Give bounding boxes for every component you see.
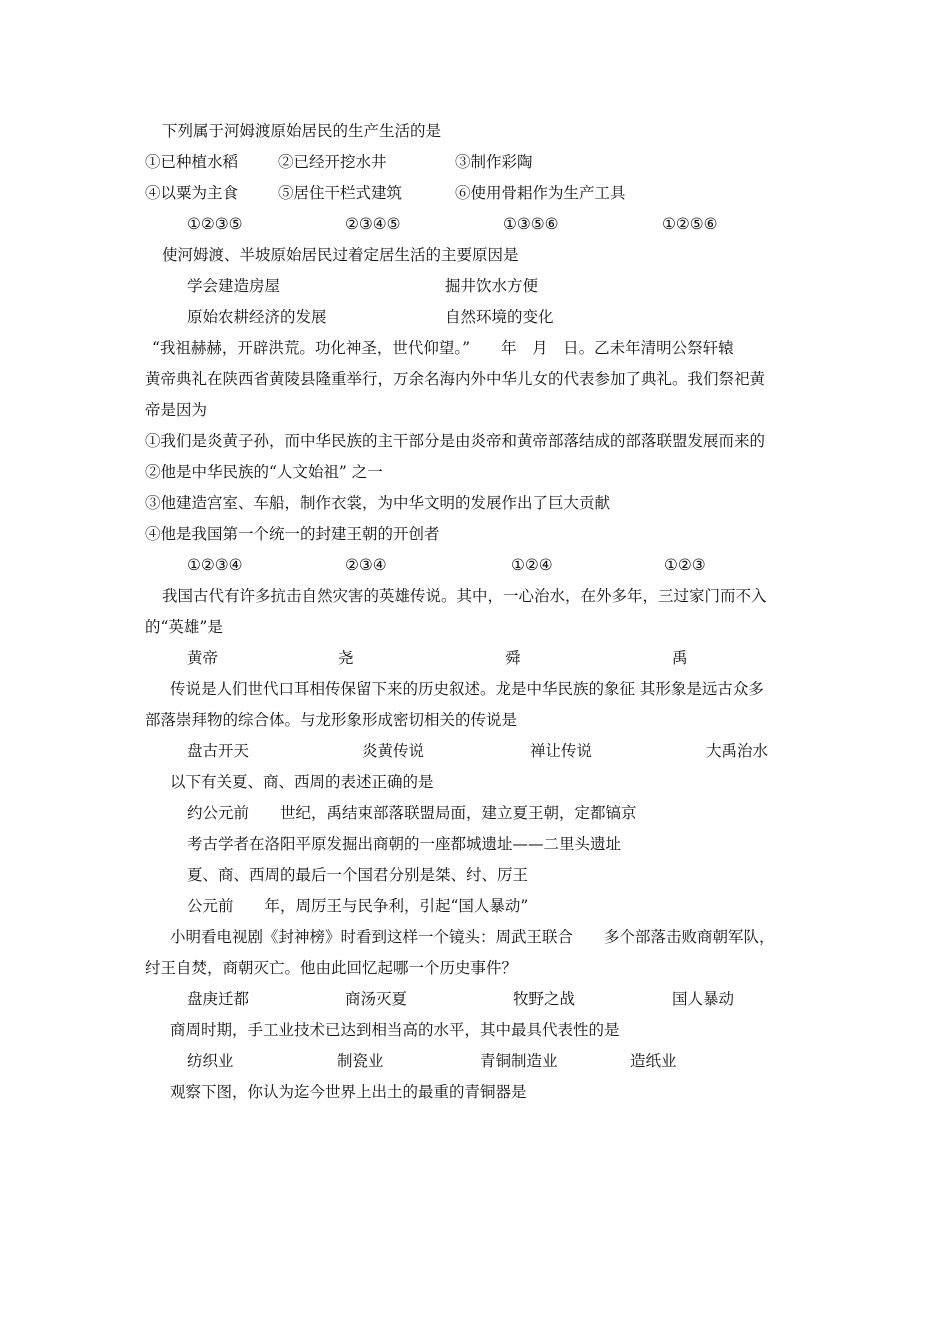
q6-option-b[interactable]: 考古学者在洛阳平原发掘出商朝的一座都城遗址——二里头遗址 <box>187 835 622 853</box>
q5-option-b[interactable]: 炎黄传说 <box>362 742 425 760</box>
question-8-stem: 商周时期，手工业技术已达到相当高的水平，其中最具代表性的是 <box>170 1021 620 1039</box>
q6-option-c[interactable]: 夏、商、西周的最后一个国君分别是桀、纣、厉王 <box>187 866 529 884</box>
q3-item-1: ①我们是炎黄子孙，而中华民族的主干部分是由炎帝和黄帝部落结成的部落联盟发展而来的 <box>145 432 766 450</box>
q7-option-c[interactable]: 牧野之战 <box>513 990 576 1008</box>
q8-option-b[interactable]: 制瓷业 <box>337 1052 384 1070</box>
q5-option-a[interactable]: 盘古开天 <box>187 742 250 760</box>
q1-item-2: ②已经开挖水井 <box>278 153 387 171</box>
question-3-stem-line-1: “我祖赫赫，开辟洪荒。功化神圣，世代仰望。” 年 月 日。乙未年清明公祭轩辕 <box>152 339 734 357</box>
question-5-stem-line-2: 部落崇拜物的综合体。与龙形象形成密切相关的传说是 <box>145 711 518 729</box>
q3-item-3: ③他建造宫室、车船，制作衣裳，为中华文明的发展作出了巨大贡献 <box>145 494 611 512</box>
question-3-stem-line-3: 帝是因为 <box>145 401 208 419</box>
q5-option-d[interactable]: 大禹治水 <box>706 742 769 760</box>
q7-option-b[interactable]: 商汤灭夏 <box>345 990 408 1008</box>
q2-option-a[interactable]: 学会建造房屋 <box>187 277 281 295</box>
q1-item-3: ③制作彩陶 <box>455 153 533 171</box>
question-6-stem: 以下有关夏、商、西周的表述正确的是 <box>170 773 434 791</box>
q1-item-6: ⑥使用骨耜作为生产工具 <box>455 184 626 202</box>
q1-item-1: ①已种植水稻 <box>145 153 239 171</box>
q6-option-d[interactable]: 公元前 年，周厉王与民争利，引起“国人暴动” <box>187 897 529 915</box>
q2-option-d[interactable]: 自然环境的变化 <box>445 308 554 326</box>
question-3-stem-line-2: 黄帝典礼在陕西省黄陵县隆重举行，万余名海内外中华儿女的代表参加了典礼。我们祭祀黄 <box>145 370 766 388</box>
q4-option-c[interactable]: 舜 <box>505 649 521 667</box>
q7-option-a[interactable]: 盘庚迁都 <box>187 990 250 1008</box>
q1-option-b[interactable]: ②③④⑤ <box>345 215 401 233</box>
q3-option-c[interactable]: ①②④ <box>511 556 553 574</box>
q4-option-a[interactable]: 黄帝 <box>187 649 219 667</box>
question-1-stem: 下列属于河姆渡原始居民的生产生活的是 <box>162 122 442 140</box>
question-4-stem-line-2: 的“英雄”是 <box>145 618 223 636</box>
q3-item-2: ②他是中华民族的“人文始祖” 之一 <box>145 463 383 481</box>
q4-option-b[interactable]: 尧 <box>338 649 354 667</box>
q3-option-a[interactable]: ①②③④ <box>187 556 243 574</box>
q5-option-c[interactable]: 禅让传说 <box>530 742 593 760</box>
question-5-stem-line-1: 传说是人们世代口耳相传保留下来的历史叙述。龙是中华民族的象征 其形象是远古众多 <box>170 680 764 698</box>
q7-option-d[interactable]: 国人暴动 <box>672 990 735 1008</box>
q2-option-b[interactable]: 掘井饮水方便 <box>445 277 539 295</box>
q1-item-4: ④以粟为主食 <box>145 184 239 202</box>
q8-option-c[interactable]: 青铜制造业 <box>480 1052 558 1070</box>
q8-option-d[interactable]: 造纸业 <box>630 1052 677 1070</box>
question-7-stem-line-1: 小明看电视剧《封神榜》时看到这样一个镜头：周武王联合 多个部落击败商朝军队， <box>170 928 775 946</box>
q3-option-d[interactable]: ①②③ <box>664 556 706 574</box>
q1-option-d[interactable]: ①②⑤⑥ <box>662 215 718 233</box>
q3-option-b[interactable]: ②③④ <box>345 556 387 574</box>
q6-option-a[interactable]: 约公元前 世纪，禹结束部落联盟局面，建立夏王朝，定都镐京 <box>187 804 637 822</box>
q8-option-a[interactable]: 纺织业 <box>187 1052 234 1070</box>
q1-item-5: ⑤居住干栏式建筑 <box>278 184 403 202</box>
question-4-stem-line-1: 我国古代有许多抗击自然灾害的英雄传说。其中，一心治水，在外多年，三过家门而不入 <box>162 587 767 605</box>
q4-option-d[interactable]: 禹 <box>672 649 688 667</box>
question-2-stem: 使河姆渡、半坡原始居民过着定居生活的主要原因是 <box>162 246 519 264</box>
q1-option-a[interactable]: ①②③⑤ <box>187 215 243 233</box>
question-7-stem-line-2: 纣王自焚，商朝灭亡。他由此回忆起哪一个历史事件？ <box>145 959 518 977</box>
q1-option-c[interactable]: ①③⑤⑥ <box>503 215 559 233</box>
q2-option-c[interactable]: 原始农耕经济的发展 <box>187 308 327 326</box>
q3-item-4: ④他是我国第一个统一的封建王朝的开创者 <box>145 525 440 543</box>
question-9-stem: 观察下图，你认为迄今世界上出土的最重的青铜器是 <box>170 1083 527 1101</box>
